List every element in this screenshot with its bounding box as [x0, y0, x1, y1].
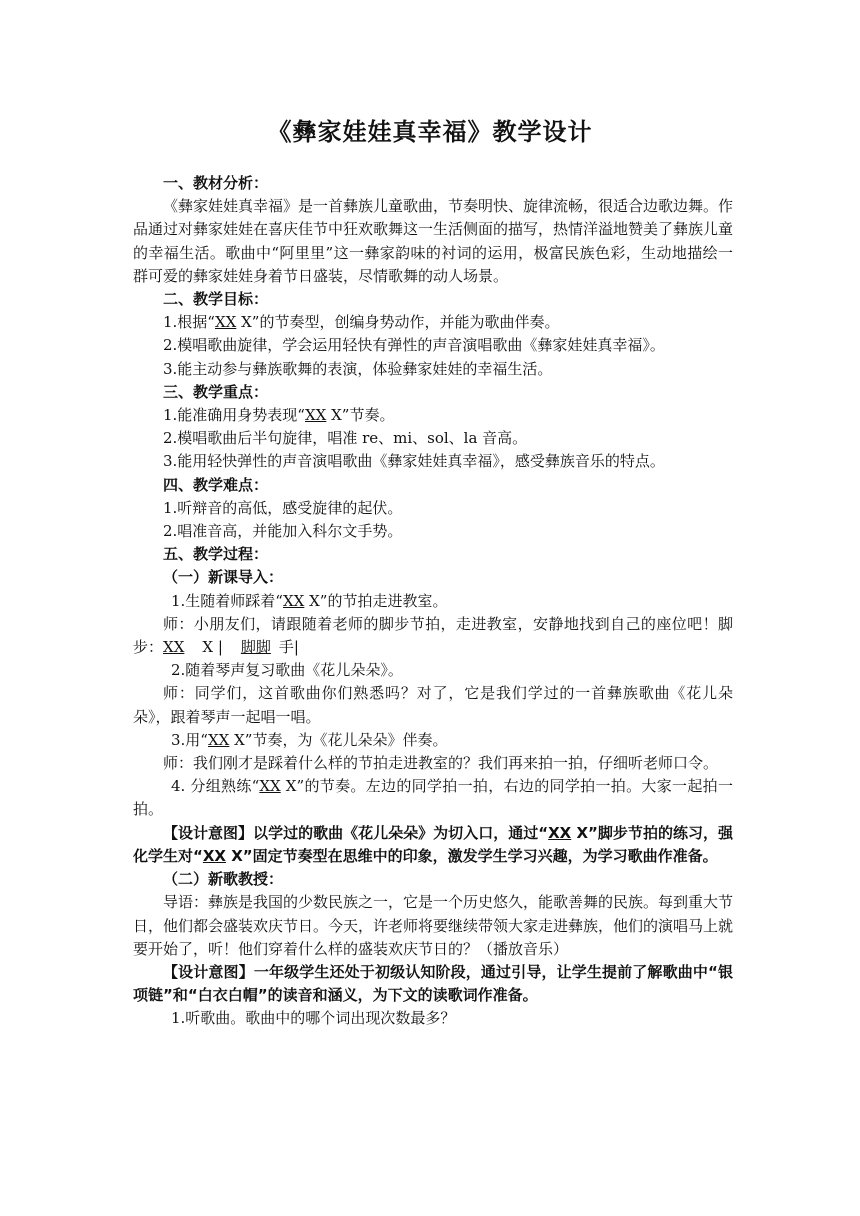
key-point-3: 3.能用轻快弹性的声音演唱歌曲《彝家娃娃真幸福》，感受彝族音乐的特点。 [163, 452, 665, 471]
text: X”节奏。 [326, 406, 395, 425]
teacher-line-2: 师：同学们，这首歌曲你们熟悉吗？对了，它是我们学过的一首彝族歌曲《花儿朵朵》，跟着琴声一起唱一唱。 [133, 684, 733, 726]
text: X”的节奏型，创编身势动作，并能为歌曲伴奏。 [236, 313, 560, 332]
process-step-1 [133, 590, 733, 613]
text: X”节奏，为《花儿朵朵》伴奏。 [229, 730, 448, 749]
text: 1.生随着师踩着“ [171, 591, 283, 610]
rhythm-underline: XX [163, 638, 185, 657]
text: 【设计意图】以学过的歌曲《花儿朵朵》为切入口，通过“ [163, 823, 549, 842]
text: X”固定节奏型在思维中的印象，激发学生学习兴趣，为学习歌曲作准备。 [226, 846, 718, 865]
subheading-intro: （一）新课导入： [163, 568, 284, 587]
design-intent-2: 【设计意图】一年级学生还处于初级认知阶段，通过引导，让学生提前了解歌曲中“银项链”和“白衣白帽”的读音和涵义，为下文的读歌词作准备。 [133, 962, 733, 1005]
analysis-paragraph: 《彝家娃娃真幸福》是一首彝族儿童歌曲，节奏明快、旋律流畅，很适合边歌边舞。作品通过对彝家娃娃在喜庆佳节中狂欢歌舞这一生活侧面的描写，热情洋溢地赞美了彝族儿童的幸福生活。歌曲中“阿里里”这一彝家韵味的衬词的运用，极富民族色彩，生动地描绘一群可爱的彝家娃娃身着节日盛装，尽情歌舞的动人场景。 [133, 197, 734, 285]
process-step-4 [133, 775, 733, 821]
section-heading-process: 五、教学过程： [163, 545, 269, 564]
rhythm-underline: XX [207, 730, 230, 749]
rhythm-underline: XX [259, 777, 281, 796]
process-step-2: 2.随着琴声复习歌曲《花儿朵朵》。 [171, 661, 403, 680]
text: X”脚步节拍的练习，强化学生对“ [133, 823, 733, 865]
key-point-2: 2.模唱歌曲后半句旋律，唱准 re、mi、sol、la 音高。 [163, 429, 528, 448]
subheading-new-song: （二）新歌教授： [163, 870, 284, 889]
teacher-line-3: 师：我们刚才是踩着什么样的节拍走进教室的？我们再来拍一拍，仔细听老师口令。 [163, 754, 719, 773]
goal-item-2: 2.模唱歌曲旋律，学会运用轻快有弹性的声音演唱歌曲《彝家娃娃真幸福》。 [163, 336, 665, 355]
text: X”的节奏。左边的同学拍一拍，右边的同学拍一拍。大家一起拍一拍。 [133, 777, 734, 819]
text: 师：小朋友们，请跟随着老师的脚步节拍，走进教室，安静地找到自己的座位吧！脚步： [133, 614, 733, 657]
intro-paragraph: 导语：彝族是我国的少数民族之一，它是一个历史悠久，能歌善舞的民族。每到重大节日，他们都会盛装欢庆节日。今天，许老师将要继续带领大家走进彝族，他们的演唱马上就要开始了，听！他们穿着什么样的盛装欢庆节日的？（播放音乐） [133, 893, 734, 958]
goal-item-3: 3.能主动参与彝族歌舞的表演，体验彝家娃娃的幸福生活。 [163, 359, 553, 378]
listen-step-1: 1.听歌曲。歌曲中的哪个词出现次数最多？ [171, 1009, 456, 1028]
teacher-line-1 [133, 613, 733, 659]
goal-item-1 [133, 311, 733, 334]
text: 1.根据“ [163, 313, 215, 332]
rhythm-underline: XX [548, 823, 572, 842]
text: 1.能准确用身势表现“ [163, 406, 305, 425]
design-intent-1 [133, 822, 733, 868]
process-step-3 [133, 729, 733, 752]
section-heading-goals: 二、教学目标： [163, 290, 269, 309]
document-title: 《彝家娃娃真幸福》教学设计 [267, 118, 593, 146]
rhythm-underline: XX [202, 846, 226, 865]
difficulty-2: 2.唱准音高，并能加入科尔文手势。 [163, 522, 403, 541]
text: 4. 分组熟练“ [171, 777, 260, 796]
text: 手| [278, 638, 299, 657]
rhythm-underline: XX [304, 406, 327, 425]
rhythm-underline: XX [214, 313, 237, 332]
section-heading-analysis: 一、教材分析： [163, 174, 269, 192]
rhythm-underline: XX [282, 591, 305, 610]
text: X”的节拍走进教室。 [304, 591, 448, 610]
text: X | [202, 638, 223, 657]
rhythm-underline: 脚脚 [240, 638, 271, 657]
document-body [133, 172, 733, 1031]
section-heading-key-points: 三、教学重点： [163, 382, 269, 401]
key-point-1 [133, 404, 733, 427]
text: 3.用“ [171, 730, 208, 749]
difficulty-1: 1.听辩音的高低，感受旋律的起伏。 [163, 498, 403, 517]
section-heading-difficulties: 四、教学难点： [163, 475, 269, 494]
